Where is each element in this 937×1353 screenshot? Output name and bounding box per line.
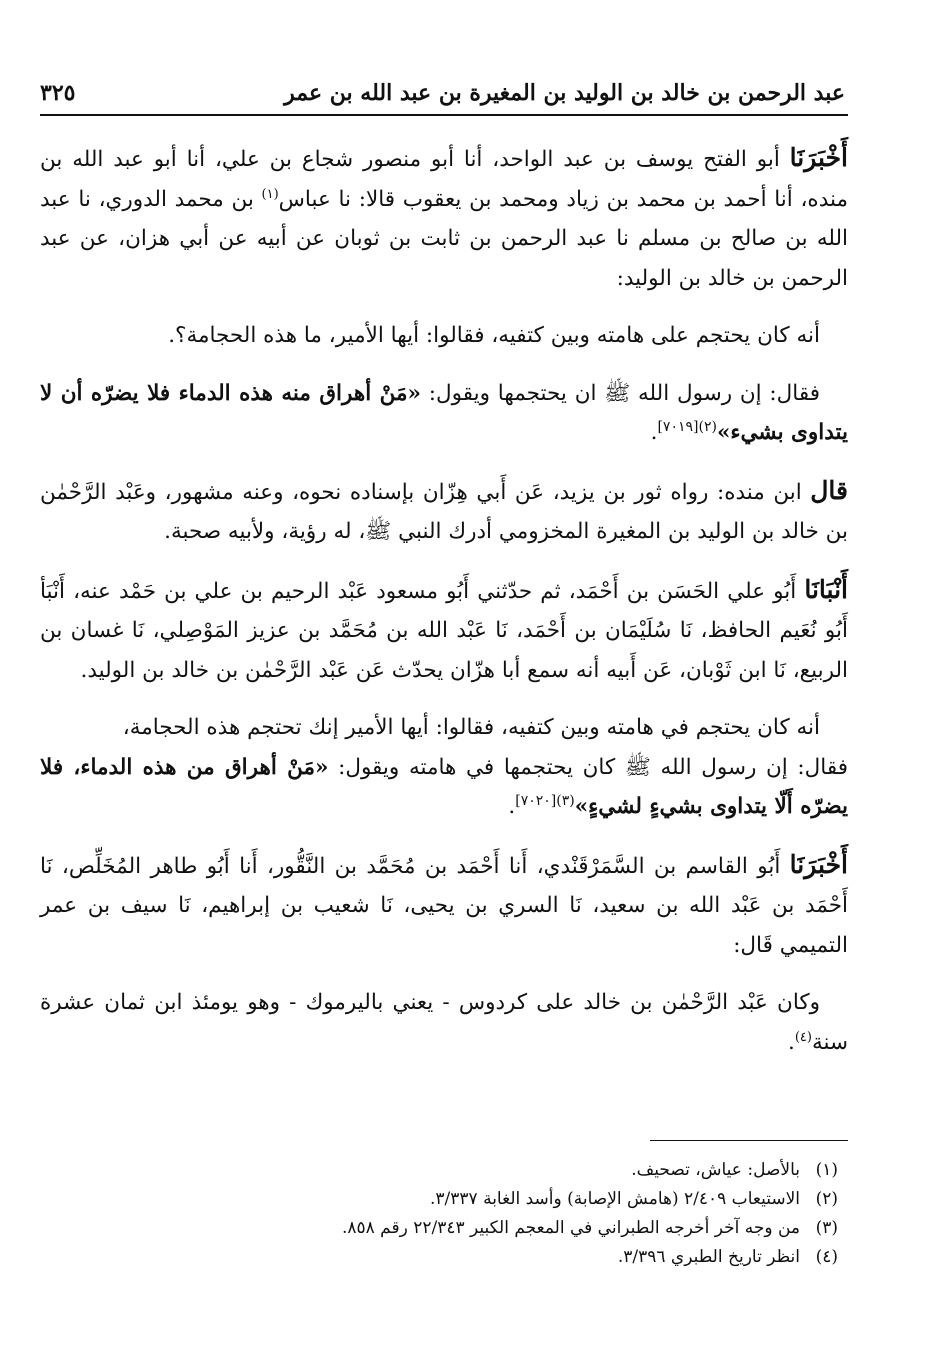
paragraph-text: أنه كان يحتجم على هامته وبين كتفيه، فقالوا: أيها الأمير، ما هذه الحجامة؟. (168, 323, 820, 348)
footnote-marker: (١) (261, 186, 279, 202)
footnote-item (40, 1243, 848, 1272)
footnote-text: انظر تاريخ الطبري ٣/٣٩٦. (617, 1247, 800, 1267)
hadith-reference: (٢)[٧٠١٩] (657, 418, 717, 435)
hadith-quote: «مَنْ أهراق من هذه الدماء، فلا يضرّه أَلّا يتداوى بشيءٍ لشيءٍ» (40, 754, 848, 819)
paragraph-text: أَبُو علي الحَسَن بن أَحْمَد، ثم حدّثني أَبُو مسعود عَبْد الرحيم بن علي بن حَمْد عنه، أَنْبَأ أَبُو نُعَيم الحافظ، نَا سُلَيْمَان بن أَحْمَد، نَا عَبْد الله بن مُحَمَّد بن عزيز المَوْصِلي، نَا غسان بن الربيع، نَا ابن ثَوْبان، عَن أَبيه أنه سمع أبا هزّان يحدّث عَن عَبْد الرَّحْمٰن بن خالد بن الوليد. (40, 578, 848, 683)
running-head (40, 70, 845, 106)
paragraph-text: ابن منده: رواه ثور بن يزيد، عَن أَبي هِزّان بإسناده نحوه، وعنه مشهور، وعَبْد الرَّحْمٰن بن خالد بن الوليد بن المغيرة المخزومي أدرك النبي ﷺ، له رؤية، ولأبيه صحبة. (40, 479, 848, 544)
paragraph-lead-word: أَنْبَانَا (804, 574, 848, 604)
footnotes (40, 1156, 848, 1272)
footnote-rule (650, 1140, 848, 1141)
paragraph-text: فقال: إن رسول الله ﷺ ان يحتجمها ويقول: (420, 380, 820, 406)
paragraph-isnad-3 (40, 845, 848, 966)
footnote-item (40, 1214, 848, 1243)
paragraph-commentary (40, 471, 848, 552)
paragraph-text: وكان عَبْد الرَّحْمٰن بن خالد على كردوس - يعني باليرموك - وهو يومئذ ابن ثمان عشرة سنة (40, 990, 848, 1055)
footnote-text: بالأصل: عياش، تصحيف. (631, 1160, 800, 1180)
paragraph-text: . (787, 1029, 795, 1055)
hadith-quote: «مَنْ أهراق منه هذه الدماء فلا يضرّه أن لا يتداوى بشيء» (40, 380, 848, 445)
footnote-marker: (٤) (794, 1029, 812, 1045)
paragraph-lead-word: قال (810, 475, 848, 505)
paragraph-text: أَبُو القاسم بن السَّمَرْقَنْدي، أَنا أَحْمَد بن مُحَمَّد بن النَّقُّور، أَنا أَبُو طاهر المُخَلِّص، نَا أَحْمَد بن عَبْد الله بن سعيد، نَا السري بن يحيى، نَا شعيب بن إبراهيم، نَا سيف بن عمر التميمي قَال: (40, 853, 848, 958)
paragraph-matn-2 (40, 708, 848, 748)
footnote-text: الاستيعاب ٢/٤٠٩ (هامش الإصابة) وأسد الغابة ٣/٣٣٧. (430, 1189, 800, 1209)
hadith-reference: (٣)[٧٠٢٠] (515, 792, 575, 809)
footnote-item (40, 1156, 848, 1185)
footnote-number: (٣) (815, 1218, 838, 1238)
paragraph-text: فقال: إن رسول الله ﷺ كان يحتجمها في هامته ويقول: (328, 754, 848, 780)
paragraph-lead-word: أَخْبَرَنَا (789, 849, 848, 879)
paragraph-matn-1 (40, 316, 848, 356)
footnote-item (40, 1185, 848, 1214)
footnote-text: من وجه آخر أخرجه الطبراني في المعجم الكبير ٢٢/٣٤٣ رقم ٨٥٨. (341, 1218, 800, 1238)
paragraph-isnad-1 (40, 138, 848, 298)
paragraph-text: أبو الفتح يوسف بن عبد الواحد، أنا أبو منصور شجاع بن علي، أنا أبو عبد الله بن منده، أنا أحمد بن محمد بن زياد ومحمد بن يعقوب قالا: نا عباس (40, 147, 848, 212)
paragraph-text: بن محمد الدوري، نا عبد الله بن صالح بن مسلم نا عبد الرحمن بن ثابت بن ثوبان عن أبيه عن أبي هزان، عن عبد الرحمن بن خالد بن الوليد: (40, 186, 848, 291)
paragraph-text: . (650, 420, 658, 445)
paragraph-text: . (508, 794, 516, 819)
paragraph-narrative (40, 983, 848, 1062)
paragraph-lead-word: أَخْبَرَنَا (789, 143, 848, 172)
page-number: ٣٢٥ (40, 80, 76, 106)
running-title: عبد الرحمن بن خالد بن الوليد بن المغيرة بن عبد الله بن عمر (284, 80, 845, 106)
paragraph-isnad-2 (40, 570, 848, 691)
header-rule (40, 114, 848, 116)
main-text (40, 138, 848, 1062)
paragraph-text: أنه كان يحتجم في هامته وبين كتفيه، فقالوا: أيها الأمير إنك تحتجم هذه الحجامة، (122, 715, 820, 740)
footnote-number: (١) (815, 1160, 838, 1180)
footnote-number: (٤) (815, 1247, 838, 1267)
paragraph-hadith-2 (40, 748, 848, 827)
paragraph-hadith-1 (40, 374, 848, 453)
footnote-number: (٢) (815, 1189, 838, 1209)
